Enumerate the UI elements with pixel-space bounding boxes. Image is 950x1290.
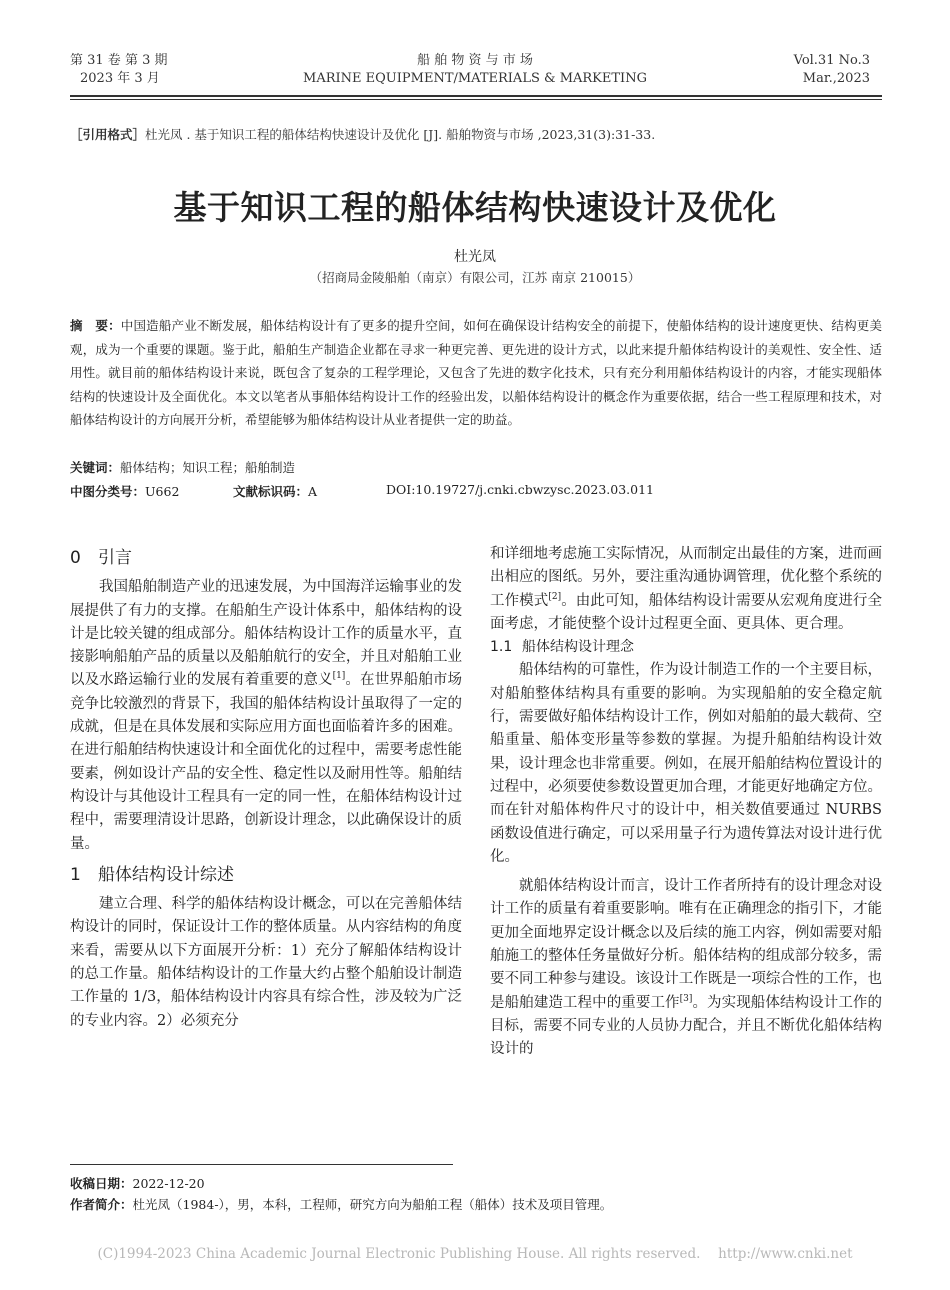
bio-label: 作者简介： [70,1197,133,1212]
header-rule-thin [70,99,882,100]
section-0-heading [70,547,462,570]
bio-value: 杜光凤（1984-），男，本科，工程师，研究方向为船舶工程（船体）技术及项目管理。 [132,1197,613,1212]
paragraph-text: 和详细地考虑施工实际情况，从而制定出最佳的方案，进而画出相应的图纸。另外，要注重沟通协调管理，优化整个系统的工作模式 [490,546,882,609]
paragraph-text: 就船体结构设计而言，设计工作者所持有的设计理念对设计工作的质量有着重要影响。唯有在正确理念的指引下，才能更加全面地界定设计概念以及后续的施工内容，例如需要对船舶施工的整体任务量做好分析。船体结构的组成部分较多，需要不同工种参与建设。该设计工作既是一项综合性的工作，也是船舶建造工程中的重要工作 [490,878,882,1011]
left-column [70,543,462,1033]
right-column [490,543,882,1062]
subsection-1-1-number: 1.1 [490,639,513,656]
citation-line [70,125,655,143]
reference-1[interactable]: [1] [332,671,346,682]
reference-2[interactable]: [2] [548,591,562,602]
header-date: 2023 年 3 月 [80,71,160,86]
reference-3[interactable]: [3] [679,993,693,1004]
citation-label: ［引用格式］ [70,127,146,142]
doc-code-label: 文献标识码： [233,484,309,499]
paragraph-text: 建立合理、科学的船体结构设计概念，可以在完善船体结构设计的同时，保证设计工作的整体质量。从内容结构的角度来看，需要从以下方面展开分析：1）充分了解船体结构设计的总工作量。船体结构设计的工作量大约占整个船舶设计制造工作量的 1/3，船体结构设计内容具有综合性，涉及较为广泛的专业内容。2）必须充分 [70,896,462,1029]
author-name: 杜光凤 [454,249,496,265]
received-label: 收稿日期： [70,1176,133,1191]
section-1-heading [70,864,462,887]
header-volume: 第 31 卷 第 3 期 [70,53,168,68]
section-1-number: 1 [70,864,81,885]
header-vol-en [794,52,870,88]
header-journal-en: MARINE EQUIPMENT/MATERIALS & MARKETING [303,71,647,86]
clc-label: 中图分类号： [70,484,146,499]
section-1-title: 船体结构设计综述 [98,864,234,885]
abstract-label: 摘 要： [70,318,121,333]
paragraph-text: 我国船舶制造产业的迅速发展，为中国海洋运输事业的发展提供了有力的支撑。在船舶生产设计体系中，船体结构的设计是比较关键的组成部分。船体结构设计工作的质量水平，直接影响船舶产品的质量以及船舶航行的安全，并且对船舶工业以及水路运输行业的发展有着重要的意义 [70,579,462,689]
paragraph [70,576,462,856]
paper-title: 基于知识工程的船体结构快速设计及优化 [173,188,777,227]
header-journal-cn: 船 舶 物 资 与 市 场 [417,53,533,68]
abstract-text: 中国造船产业不断发展，船体结构设计有了更多的提升空间，如何在确保设计结构安全的前提下，使船体结构的设计速度更快、结构更美观，成为一个重要的课题。鉴于此，船舶生产制造企业都在寻求一种更完善、更先进的设计方式，以此来提升船体结构设计的美观性、安全性、适用性。就目前的船体结构设计来说，既包含了复杂的工程学理论，又包含了先进的数字化技术，只有充分利用船体结构设计的内容，才能实现船体结构的快速设计及全面优化。本文以笔者从事船体结构设计工作的经验出发，以船体结构设计的概念作为重要依据，结合一些工程原理和技术，对船体结构设计的方向展开分析，希望能够为船体结构设计从业者提供一定的助益。 [70,318,882,427]
doc-code-value: A [308,484,318,499]
subsection-1-1-title: 船体结构设计理念 [522,639,634,656]
header-rule-thick [70,95,882,97]
keywords-label: 关键词： [70,460,121,475]
subsection-1-1-heading [490,636,882,659]
paragraph [490,543,882,636]
author-affiliation: （招商局金陵船舶（南京）有限公司，江苏 南京 210015） [309,270,641,285]
paragraph [490,875,882,1061]
keywords [70,458,295,476]
header-vol-number: Vol.31 No.3 [793,53,870,68]
keywords-text: 船体结构；知识工程；船舶制造 [120,460,296,475]
received-date [70,1174,205,1192]
paragraph-text: 。为实现船体结构设计工作的目标，需要不同专业的人员协力配合，并且不断优化船体结构设计的 [490,994,882,1058]
paragraph-text: 。由此可知，船体结构设计需要从宏观角度进行全面考虑，才能使整个设计过程更全面、更具体、更合理。 [490,592,883,632]
footnote-rule [70,1164,453,1165]
citation-text: 杜光凤 . 基于知识工程的船体结构快速设计及优化 [J]. 船舶物资与市场 ,2023,31(3):31-33. [145,127,656,142]
paragraph-text: 。在世界船舶市场竞争比较激烈的背景下，我国的船体结构设计虽取得了一定的成就，但是在具体发展和实际应用方面也面临着许多的困难。在进行船舶结构快速设计和全面优化的过程中，需要考虑性能要素，例如设计产品的安全性、稳定性以及耐用性等。船舶结构设计与其他设计工程具有一定的同一性，在船体结构设计过程中，需要理清设计思路，创新设计理念，以此确保设计的质量。 [70,672,463,852]
paragraph-text: 船体结构的可靠性，作为设计制造工作的一个主要目标，对船舶整体结构具有重要的影响。为实现船舶的安全稳定航行，需要做好船体结构设计工作，例如对船舶的最大载荷、空船重量、船体变形量等参数的掌握。为提升船舶结构设计效果，设计理念也非常重要。例如，在展开船舶结构位置设计的过程中，必须要使参数设置更加合理，才能更好地确定方位。而在针对船体构件尺寸的设计中，相关数值要通过 NURBS 函数设值进行确定，可以采用量子行为遗传算法对设计进行优化。 [490,662,882,865]
section-0-number: 0 [70,548,81,568]
doi: DOI:10.19727/j.cnki.cbwzysc.2023.03.011 [386,482,654,497]
classification-line [70,482,882,502]
paragraph [70,893,462,1033]
copyright-notice: (C)1994-2023 China Academic Journal Electronic Publishing House. All rights reserved. http://www.cnki.net [97,1246,853,1262]
paragraph [490,659,882,869]
author-bio [70,1195,612,1213]
abstract [70,314,882,432]
clc-value: U662 [145,484,180,499]
section-0-title: 引言 [98,548,132,568]
header-vol-date: Mar.,2023 [802,71,870,86]
received-value: 2022-12-20 [132,1176,205,1191]
